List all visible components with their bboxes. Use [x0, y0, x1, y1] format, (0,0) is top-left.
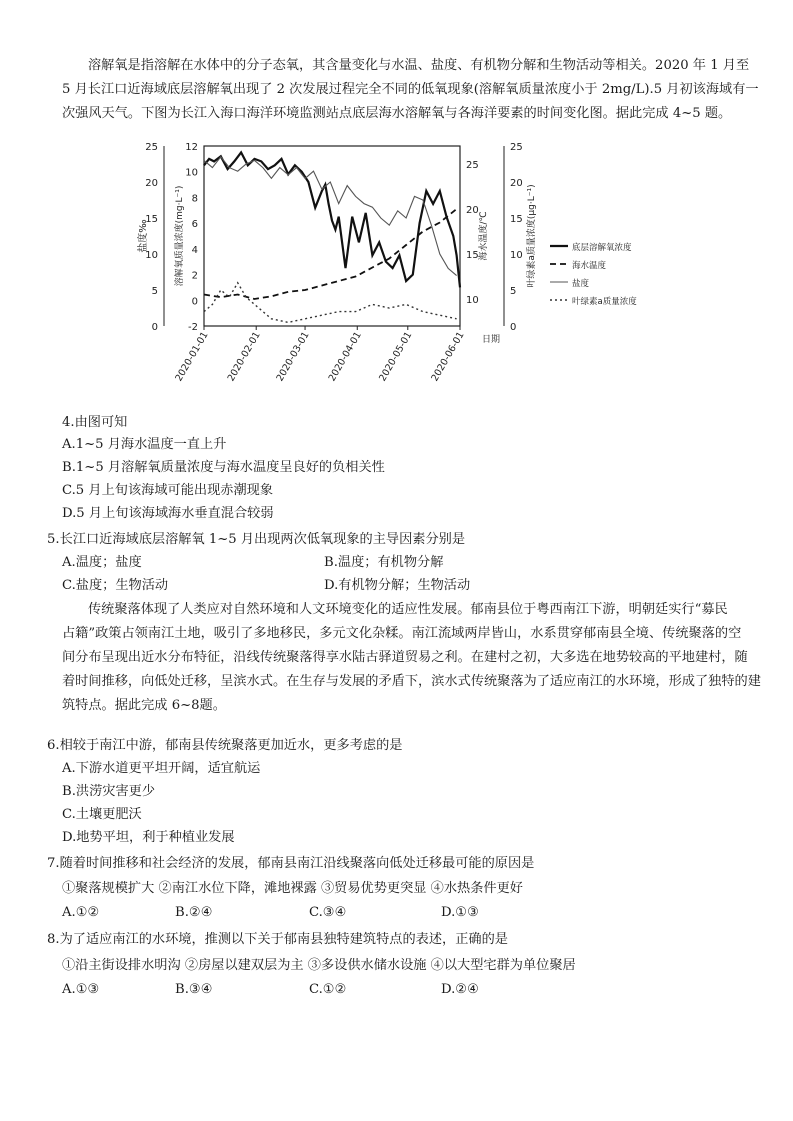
q5-option-d: D.有机物分解；生物活动 — [324, 578, 471, 593]
passage1-line2: 5 月长江口近海域底层溶解氧出现了 2 次发展过程完全不同的低氧现象(溶解氧质量浓度小于 2mg/L).5 月初该海域有一 — [62, 82, 759, 97]
left-outer-axis-label: 盐度‰ — [138, 219, 149, 253]
left-outer-tick-label: 0 — [151, 322, 158, 333]
x-tick-label: 2020-05-01 — [377, 330, 415, 384]
q4-option-c: C.5 月上旬该海域可能出现赤潮现象 — [62, 483, 274, 498]
x-tick-label: 2020-01-01 — [173, 330, 211, 384]
x-tick-label: 2020-03-01 — [274, 330, 312, 384]
right-inner-tick-label: 25 — [466, 160, 479, 171]
right-outer-axis-label: 叶绿素a质量浓度(μg·L⁻¹) — [527, 184, 537, 288]
left-inner-tick-label: 12 — [185, 142, 198, 153]
q5-option-a: A.温度；盐度 — [62, 555, 142, 570]
legend-label: 海水温度 — [572, 261, 607, 271]
q4-stem: 4.由图可知 — [62, 415, 128, 430]
q6-option-c: C.土壤更肥沃 — [62, 807, 142, 822]
left-inner-tick-label: 10 — [185, 167, 198, 179]
legend-label: 底层溶解氧浓度 — [572, 243, 632, 253]
q6-option-d: D.地势平坦，利于种植业发展 — [62, 830, 235, 845]
x-tick-label: 2020-04-01 — [326, 330, 364, 384]
q8-option-b: B.③④ — [175, 982, 213, 997]
q5-option-c: C.盐度；生物活动 — [62, 578, 169, 593]
q4-option-d: D.5 月上旬该海域海水垂直混合较弱 — [62, 506, 274, 521]
right-outer-tick-label: 25 — [510, 142, 523, 153]
q5-stem: 5.长江口近海域底层溶解氧 1~5 月出现两次低氧现象的主导因素分别是 — [47, 532, 466, 547]
q7-option-b: B.②④ — [175, 905, 213, 920]
q8-option-a: A.①③ — [62, 982, 100, 997]
right-outer-tick-label: 0 — [510, 322, 517, 333]
q7-stem: 7.随着时间推移和社会经济的发展，郁南县南江沿线聚落向低处迁移最可能的原因是 — [47, 856, 535, 871]
right-inner-tick-label: 15 — [466, 250, 479, 261]
passage1-line1: 溶解氧是指溶解在水体中的分子态氧，其含量变化与水温、盐度、有机物分解和生物活动等相关。2020 年 1 月至 — [88, 58, 750, 73]
left-outer-tick-label: 10 — [145, 250, 158, 261]
right-outer-tick-label: 20 — [510, 178, 523, 189]
q6-option-b: B.洪涝灾害更少 — [62, 784, 156, 799]
right-outer-tick-label: 5 — [510, 286, 517, 297]
q7-items: ①聚落规模扩大 ②南江水位下降，滩地裸露 ③贸易优势更突显 ④水热条件更好 — [62, 881, 523, 896]
passage2-line2: 占籍”政策占领南江土地，吸引了多地移民，多元文化杂糅。南江流域两岸皆山，水系贯穿郁南县全境、传统聚落的空 — [62, 626, 742, 641]
legend-label: 叶绿素a质量浓度 — [572, 297, 637, 307]
left-inner-tick-label: 6 — [191, 219, 198, 231]
left-outer-tick-label: 15 — [145, 214, 158, 225]
q7-option-d: D.①③ — [441, 905, 479, 920]
right-inner-tick-label: 20 — [466, 205, 479, 216]
q8-option-d: D.②④ — [441, 982, 479, 997]
left-inner-tick-label: 2 — [191, 270, 198, 282]
q7-option-c: C.③④ — [309, 905, 347, 920]
left-outer-tick-label: 20 — [145, 178, 158, 189]
series-line-1 — [204, 152, 460, 287]
x-axis-unit-label: 日期 — [482, 335, 501, 345]
legend-label: 盐度 — [572, 279, 590, 289]
right-inner-axis-label: 海水温度/℃ — [479, 211, 489, 261]
right-outer-tick-label: 15 — [510, 214, 523, 225]
left-outer-tick-label: 5 — [151, 286, 158, 297]
q6-option-a: A.下游水道更平坦开阔，适宜航运 — [62, 761, 261, 776]
right-inner-tick-label: 10 — [466, 295, 479, 306]
passage2-line1: 传统聚落体现了人类应对自然环境和人文环境变化的适应性发展。郁南县位于粤西南江下游，明朝廷实行“募民 — [88, 602, 728, 617]
left-inner-tick-label: 4 — [191, 244, 198, 256]
q7-option-a: A.①② — [62, 905, 100, 920]
q4-option-a: A.1~5 月海水温度一直上升 — [62, 437, 227, 452]
right-outer-tick-label: 10 — [510, 250, 523, 261]
q8-option-c: C.①② — [309, 982, 347, 997]
chart-svg — [140, 126, 652, 388]
q5-option-b: B.温度；有机物分解 — [324, 555, 444, 570]
left-inner-tick-label: 0 — [191, 296, 198, 308]
q8-items: ①沿主街设排水明沟 ②房屋以建双层为主 ③多设供水储水设施 ④以大型宅群为单位聚居 — [62, 958, 576, 973]
x-tick-label: 2020-02-01 — [225, 330, 263, 384]
series-line-4 — [204, 283, 457, 323]
passage2-line3: 间分布呈现出近水分布特征，沿线传统聚落得享水陆古驿道贸易之利。在建村之初，大多选在地势较高的平地建村，随 — [62, 650, 748, 665]
passage2-line5: 筑特点。据此完成 6~8题。 — [62, 698, 226, 713]
left-inner-tick-label: -2 — [188, 322, 198, 333]
q6-stem: 6.相较于南江中游，郁南县传统聚落更加近水，更多考虑的是 — [47, 738, 403, 753]
dissolved-oxygen-chart — [140, 126, 652, 388]
plot-frame — [204, 146, 460, 326]
left-inner-axis-label: 溶解氧质量浓度(mg·L⁻¹) — [175, 185, 185, 287]
q8-stem: 8.为了适应南江的水环境，推测以下关于郁南县独特建筑特点的表述，正确的是 — [47, 932, 508, 947]
left-inner-tick-label: 8 — [191, 193, 198, 205]
passage2-line4: 着时间推移，向低处迁移，呈滨水式。在生存与发展的矛盾下，滨水式传统聚落为了适应南江的水环境，形成了独特的建 — [62, 674, 761, 689]
passage1-line3: 次强风天气。下图为长江入海口海洋环境监测站点底层海水溶解氧与各海洋要素的时间变化图。据此完成 4~5 题。 — [62, 106, 732, 121]
x-tick-label: 2020-06-01 — [429, 330, 467, 384]
q4-option-b: B.1~5 月溶解氧质量浓度与海水温度呈良好的负相关性 — [62, 460, 385, 475]
left-outer-tick-label: 25 — [145, 142, 158, 153]
